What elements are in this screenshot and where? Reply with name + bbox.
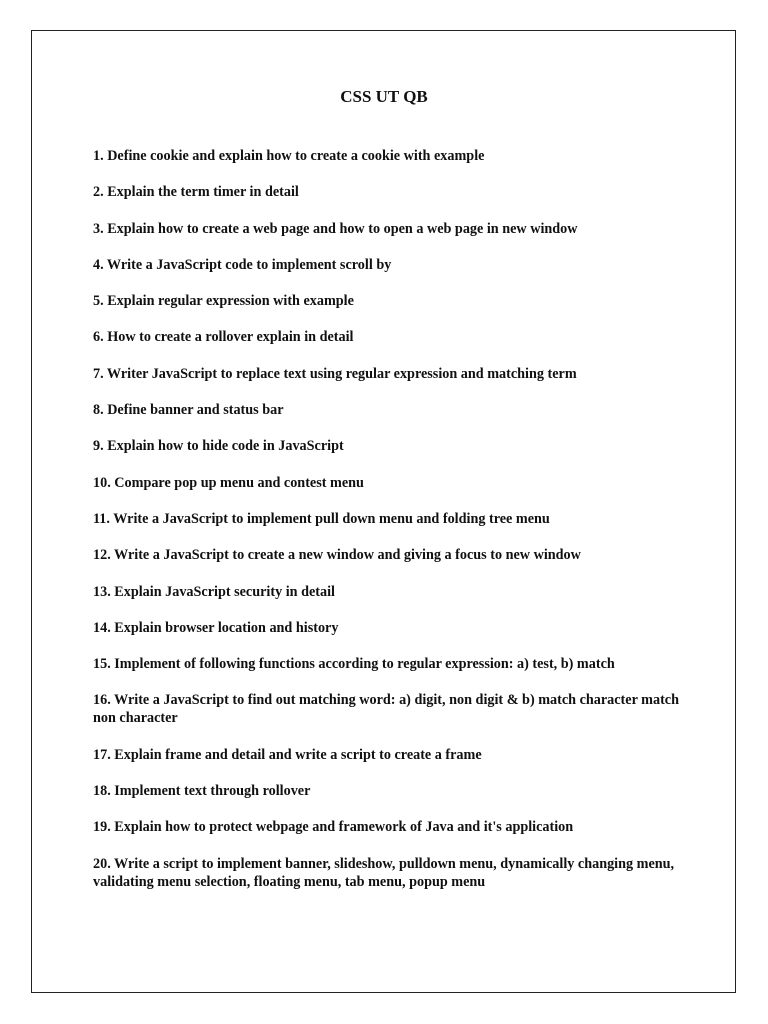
question-item: 20. Write a script to implement banner, slideshow, pulldown menu, dynamically changing menu, validating menu selection, floating menu, tab menu, popup menu (93, 855, 675, 890)
question-item: 4. Write a JavaScript code to implement scroll by (93, 256, 392, 273)
question-item: 7. Writer JavaScript to replace text using regular expression and matching term (93, 365, 577, 382)
question-item: 8. Define banner and status bar (93, 402, 284, 419)
question-item: 1. Define cookie and explain how to create a cookie with example (93, 148, 485, 164)
question-item: 11. Write a JavaScript to implement pull down menu and folding tree menu (93, 510, 550, 527)
question-item: 13. Explain JavaScript security in detail (93, 583, 335, 600)
question-item: 5. Explain regular expression with example (93, 293, 354, 310)
question-item: 6. How to create a rollover explain in detail (93, 329, 354, 346)
question-item: 2. Explain the term timer in detail (93, 184, 299, 201)
question-item: 14. Explain browser location and history (93, 619, 339, 636)
question-item: 18. Implement text through rollover (93, 783, 311, 800)
question-item: 15. Implement of following functions according to regular expression: a) test, b) match (93, 656, 615, 673)
question-item: 9. Explain how to hide code in JavaScript (93, 438, 344, 455)
document-title: CSS UT QB (340, 87, 428, 106)
question-item: 19. Explain how to protect webpage and framework of Java and it's application (93, 819, 574, 836)
question-item: 16. Write a JavaScript to find out matching word: a) digit, non digit & b) match character match non character (93, 692, 679, 727)
question-item: 3. Explain how to create a web page and how to open a web page in new window (93, 220, 578, 237)
question-item: 12. Write a JavaScript to create a new window and giving a focus to new window (93, 547, 581, 564)
question-list (93, 147, 693, 909)
question-item: 17. Explain frame and detail and write a script to create a frame (93, 746, 482, 763)
question-item: 10. Compare pop up menu and contest menu (93, 474, 364, 491)
